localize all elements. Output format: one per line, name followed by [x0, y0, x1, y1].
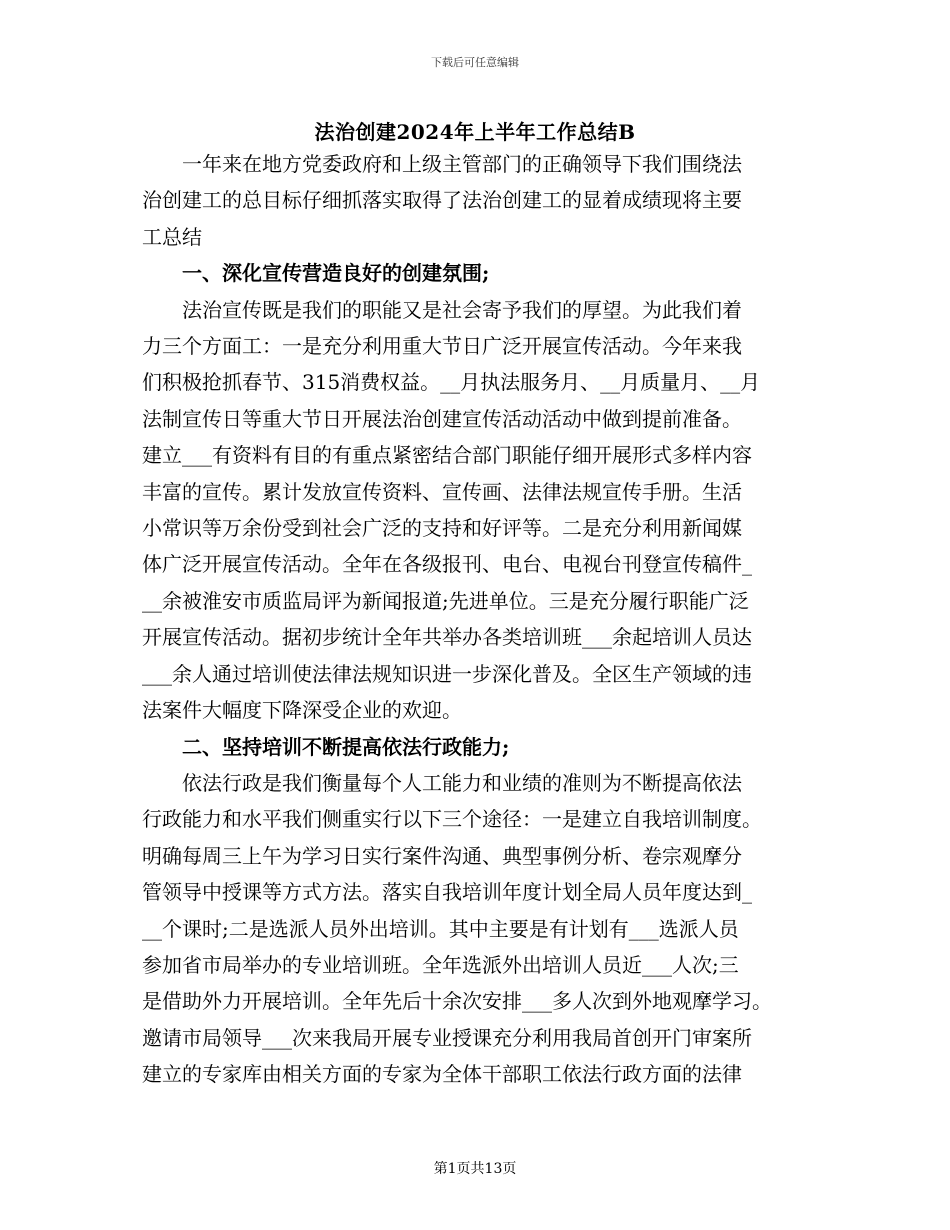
body-line: 工总结 [142, 224, 202, 249]
section-heading: 一、深化宣传营造良好的创建氛围; [142, 261, 490, 286]
body-line: 依法行政是我们衡量每个人工能力和业绩的准则为不断提高依法 [142, 770, 742, 795]
section-heading: 二、坚持培训不断提高依法行政能力; [142, 734, 510, 759]
page-number-footer: 第1页共13页 [433, 1161, 517, 1177]
body-line: 们积极抢抓春节、315消费权益。__月执法服务月、__月质量月、__月 [142, 370, 761, 395]
header-note: 下载后可任意编辑 [431, 56, 519, 69]
body-line: 一年来在地方党委政府和上级主管部门的正确领导下我们围绕法 [142, 152, 742, 176]
body-line: 参加省市局举办的专业培训班。全年选派外出培训人员近___人次;三 [142, 952, 739, 977]
body-line: 治创建工的总目标仔细抓落实取得了法治创建工的显着成绩现将主要 [142, 188, 742, 213]
body-line: 明确每周三上午为学习日实行案件沟通、典型事例分析、卷宗观摩分 [142, 843, 742, 868]
body-line: 是借助外力开展培训。全年先后十余次安排___多人次到外地观摩学习。 [142, 989, 772, 1014]
body-line: 管领导中授课等方式方法。落实自我培训年度计划全局人员年度达到_ [142, 880, 752, 905]
body-line: 力三个方面工：一是充分利用重大节日广泛开展宣传活动。今年来我 [142, 334, 742, 359]
body-line: 小常识等万余份受到社会广泛的支持和好评等。二是充分利用新闻媒 [142, 516, 742, 541]
body-line: 开展宣传活动。据初步统计全年共举办各类培训班___余起培训人员达 [142, 625, 752, 650]
body-line: __个课时;二是选派人员外出培训。其中主要是有计划有___选派人员 [142, 916, 739, 941]
body-line: 行政能力和水平我们侧重实行以下三个途径：一是建立自我培训制度。 [142, 807, 762, 832]
body-line: 法治宣传既是我们的职能又是社会寄予我们的厚望。为此我们着 [142, 297, 742, 322]
body-line: 建立___有资料有目的有重点紧密结合部门职能仔细开展形式多样内容 [142, 443, 752, 468]
body-line: __余被淮安市质监局评为新闻报道;先进单位。三是充分履行职能广泛 [142, 588, 749, 613]
body-line: 法案件大幅度下降深受企业的欢迎。 [142, 698, 462, 723]
body-line: 建立的专家库由相关方面的专家为全体干部职工依法行政方面的法律 [142, 1062, 742, 1087]
body-line: 法制宣传日等重大节日开展法治创建宣传活动活动中做到提前准备。 [142, 406, 742, 431]
body-line: 体广泛开展宣传活动。全年在各级报刊、电台、电视台刊登宣传稿件_ [142, 552, 752, 577]
body-line: ___余人通过培训使法律法规知识进一步深化普及。全区生产领域的违 [142, 661, 752, 686]
document-body [142, 146, 822, 1093]
body-line: 邀请市局领导___次来我局开展专业授课充分利用我局首创开门审案所 [142, 1025, 752, 1050]
document-title: 法治创建2024年上半年工作总结B [314, 120, 636, 144]
body-line: 丰富的宣传。累计发放宣传资料、宣传画、法律法规宣传手册。生活 [142, 479, 742, 504]
